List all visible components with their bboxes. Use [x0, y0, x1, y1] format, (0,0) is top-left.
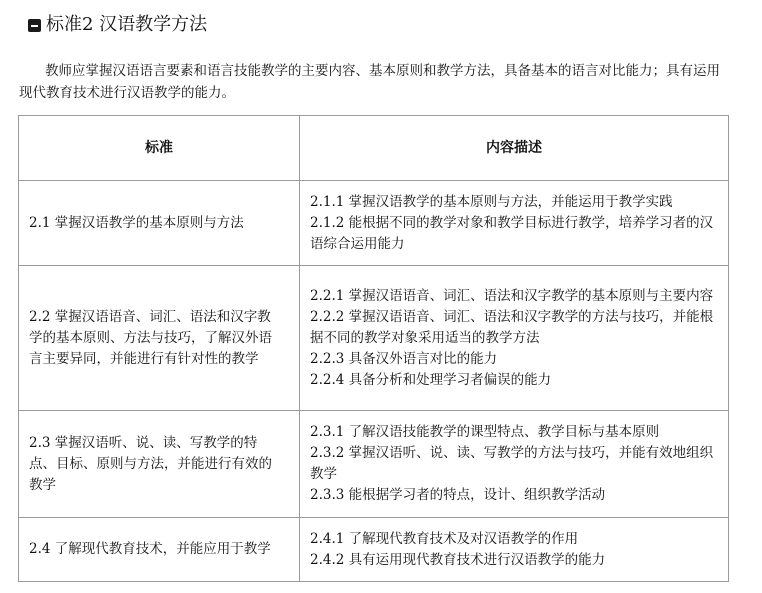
standard-cell: 2.3 掌握汉语听、说、读、写教学的特点、目标、原则与方法，并能进行有效的教学 — [19, 411, 300, 518]
description-item: 2.4.2 具有运用现代教育技术进行汉语教学的能力 — [310, 551, 606, 568]
description-item: 2.3.3 能根据学习者的特点，设计、组织教学活动 — [310, 487, 606, 503]
description-item: 2.4.1 了解现代教育技术及对汉语教学的作用 — [310, 530, 579, 547]
description-item: 2.2.3 具备汉外语言对比的能力 — [310, 350, 498, 367]
standard-cell: 2.4 了解现代教育技术，并能应用于教学 — [19, 518, 300, 582]
section-title: 标准2 汉语教学方法 — [46, 14, 208, 35]
intro-paragraph: 教师应掌握汉语语言要素和语言技能教学的主要内容、基本原则和教学方法，具备基本的语言对比能力；具有运用现代教育技术进行汉语教学的能力。 — [19, 63, 720, 101]
description-item: 2.3.2 掌握汉语听、说、读、写教学的方法与技巧，并能有效地组织教学 — [310, 445, 714, 482]
table-header-row — [19, 116, 729, 181]
header-description: 内容描述 — [300, 116, 729, 181]
description-item: 2.2.4 具备分析和处理学习者偏误的能力 — [310, 371, 552, 388]
description-item: 2.1.1 掌握汉语教学的基本原则与方法，并能运用于教学实践 — [310, 193, 673, 210]
collapse-icon[interactable] — [28, 19, 41, 32]
description-cell — [300, 266, 729, 411]
description-item: 2.3.1 了解汉语技能教学的课型特点、教学目标与基本原则 — [310, 424, 660, 440]
table-row — [19, 181, 729, 266]
table-row — [19, 411, 729, 518]
description-cell — [300, 181, 729, 266]
section-heading — [28, 11, 207, 39]
description-item: 2.2.2 掌握汉语语音、词汇、语法和汉字教学的方法与技巧，并能根据不同的教学对象采用适当的教学方法 — [310, 308, 714, 346]
standard-cell: 2.2 掌握汉语语音、词汇、语法和汉字教学的基本原则、方法与技巧，了解汉外语言主要异同，并能进行有针对性的教学 — [19, 266, 300, 411]
description-cell — [300, 518, 729, 582]
header-standard: 标准 — [19, 116, 300, 181]
table-row — [19, 266, 729, 411]
description-item: 2.2.1 掌握汉语语音、词汇、语法和汉字教学的基本原则与主要内容 — [310, 287, 714, 304]
standards-table — [18, 115, 729, 582]
description-cell — [300, 411, 729, 518]
table-row — [19, 518, 729, 582]
standard-cell: 2.1 掌握汉语教学的基本原则与方法 — [19, 181, 300, 266]
description-item: 2.1.2 能根据不同的教学对象和教学目标进行教学，培养学习者的汉语综合运用能力 — [310, 214, 714, 252]
